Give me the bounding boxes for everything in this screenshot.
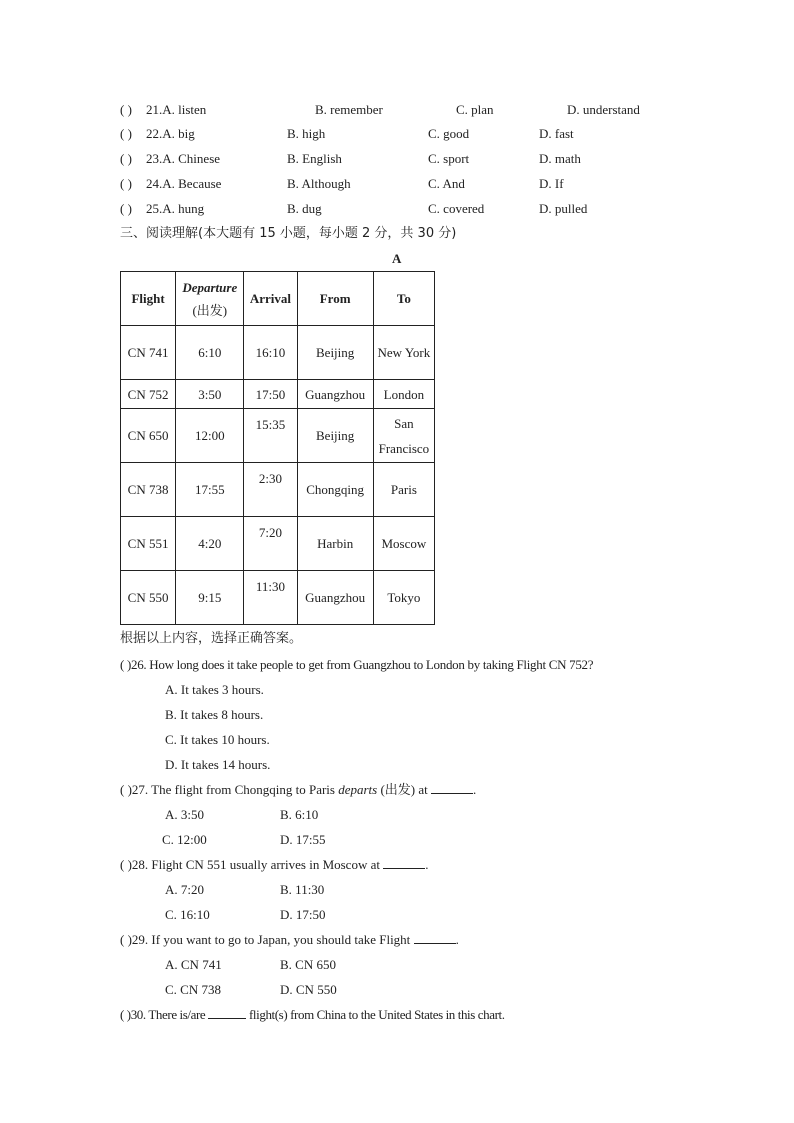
cell-departure: 9:15 xyxy=(176,571,244,625)
cell-flight: CN 551 xyxy=(121,517,176,571)
header-departure-en: Departure xyxy=(182,279,238,295)
question-28-stem: ( )28. Flight CN 551 usually arrives in Moscow at . xyxy=(120,857,429,872)
header-departure xyxy=(176,272,244,326)
cell-to: San Francisco xyxy=(373,409,434,463)
question-27-option-b: B. 6:10 xyxy=(280,807,319,822)
cell-from: Beijing xyxy=(297,409,373,463)
section-title: 三、阅读理解(本大题有 15 小题，每小题 2 分，共 30 分) xyxy=(120,226,457,241)
table-row xyxy=(121,571,435,625)
option-c: C. sport xyxy=(428,151,470,166)
option-b: B. English xyxy=(287,151,342,166)
stem-text: (出发) at xyxy=(377,782,432,797)
header-to: To xyxy=(373,272,434,326)
stem-text: ( )30. There is/are xyxy=(120,1007,209,1022)
cell-departure: 3:50 xyxy=(176,380,244,409)
passage-letter: A xyxy=(392,251,402,266)
question-27-stem: ( )27. The flight from Chongqing to Paris departs (出发) at . xyxy=(120,782,477,797)
question-29-option-d: D. CN 550 xyxy=(280,982,337,997)
option-b: B. dug xyxy=(287,201,322,216)
header-from: From xyxy=(297,272,373,326)
option-b: B. high xyxy=(287,126,326,141)
answer-blank[interactable] xyxy=(414,932,456,944)
cell-arrival: 17:50 xyxy=(244,380,297,409)
option-d: D. math xyxy=(539,151,581,166)
cell-from: Guangzhou xyxy=(297,571,373,625)
option-c: C. covered xyxy=(428,201,485,216)
question-26-option-c: C. It takes 10 hours. xyxy=(165,732,270,747)
answer-blank[interactable] xyxy=(208,1007,246,1019)
stem-italic: departs xyxy=(338,782,378,797)
option-d: D. If xyxy=(539,176,564,191)
option-a: A. hung xyxy=(162,201,205,216)
cell-departure: 12:00 xyxy=(176,409,244,463)
option-c: C. And xyxy=(428,176,465,191)
cell-from: Harbin xyxy=(297,517,373,571)
option-b: B. Although xyxy=(287,176,351,191)
cell-arrival: 15:35 xyxy=(244,409,297,463)
question-27-option-c: C. 12:00 xyxy=(162,832,207,847)
header-departure-cn: (出发) xyxy=(192,302,228,318)
answer-blank[interactable] xyxy=(431,782,473,794)
question-number: 24. xyxy=(146,176,163,191)
question-28-option-a: A. 7:20 xyxy=(165,882,204,897)
cell-departure: 4:20 xyxy=(176,517,244,571)
question-27-option-d: D. 17:55 xyxy=(280,832,326,847)
answer-paren: ( ) xyxy=(120,126,132,141)
option-c: C. plan xyxy=(456,102,494,117)
question-29-option-a: A. CN 741 xyxy=(165,957,222,972)
table-row xyxy=(121,463,435,517)
cell-arrival: 2:30 xyxy=(244,463,297,517)
table-header-row xyxy=(121,272,435,326)
header-flight: Flight xyxy=(121,272,176,326)
answer-paren: ( ) xyxy=(120,201,132,216)
question-number: 23. xyxy=(146,151,163,166)
stem-text: ( )28. Flight CN 551 usually arrives in Moscow at xyxy=(120,857,384,872)
question-number: 22. xyxy=(146,126,163,141)
option-a: A. Because xyxy=(162,176,222,191)
question-28-option-d: D. 17:50 xyxy=(280,907,326,922)
cell-to: New York xyxy=(373,326,434,380)
answer-blank[interactable] xyxy=(383,857,425,869)
cell-from: Beijing xyxy=(297,326,373,380)
header-arrival: Arrival xyxy=(244,272,297,326)
question-29-option-c: C. CN 738 xyxy=(165,982,221,997)
cell-arrival: 16:10 xyxy=(244,326,297,380)
cell-to: Paris xyxy=(373,463,434,517)
question-28-option-c: C. 16:10 xyxy=(165,907,210,922)
option-a: A. Chinese xyxy=(162,151,221,166)
question-28-option-b: B. 11:30 xyxy=(280,882,325,897)
answer-paren: ( ) xyxy=(120,176,132,191)
cell-departure: 6:10 xyxy=(176,326,244,380)
answer-paren: ( ) xyxy=(120,102,132,117)
cell-from: Guangzhou xyxy=(297,380,373,409)
cell-flight: CN 738 xyxy=(121,463,176,517)
cell-departure: 17:55 xyxy=(176,463,244,517)
stem-text: ( )27. The flight from Chongqing to Paris xyxy=(120,782,339,797)
question-26-option-d: D. It takes 14 hours. xyxy=(165,757,271,772)
cell-from: Chongqing xyxy=(297,463,373,517)
question-30-stem xyxy=(120,1007,505,1023)
table-row xyxy=(121,517,435,571)
question-26-stem: ( )26. How long does it take people to get from Guangzhou to London by taking Flight CN 752? xyxy=(120,657,594,672)
cell-arrival: 7:20 xyxy=(244,517,297,571)
question-29-stem: ( )29. If you want to go to Japan, you should take Flight . xyxy=(120,932,459,947)
question-number: 25. xyxy=(146,201,163,216)
option-c: C. good xyxy=(428,126,470,141)
question-26-option-a: A. It takes 3 hours. xyxy=(165,682,264,697)
question-26-option-b: B. It takes 8 hours. xyxy=(165,707,264,722)
cell-to: London xyxy=(373,380,434,409)
option-a: A. listen xyxy=(162,102,207,117)
question-27-option-a: A. 3:50 xyxy=(165,807,204,822)
cell-flight: CN 650 xyxy=(121,409,176,463)
cell-arrival: 11:30 xyxy=(244,571,297,625)
option-d: D. fast xyxy=(539,126,574,141)
cell-flight: CN 550 xyxy=(121,571,176,625)
instruction: 根据以上内容，选择正确答案。 xyxy=(120,631,303,646)
cell-flight: CN 741 xyxy=(121,326,176,380)
question-29-option-b: B. CN 650 xyxy=(280,957,336,972)
option-d: D. understand xyxy=(567,102,640,117)
table-row xyxy=(121,380,435,409)
cell-to: Moscow xyxy=(373,517,434,571)
cell-flight: CN 752 xyxy=(121,380,176,409)
option-b: B. remember xyxy=(315,102,383,117)
table-row xyxy=(121,326,435,380)
cell-to: Tokyo xyxy=(373,571,434,625)
question-number: 21. xyxy=(146,102,163,117)
option-d: D. pulled xyxy=(539,201,588,216)
stem-text: flight(s) from China to the United States in this chart. xyxy=(246,1007,505,1022)
option-a: A. big xyxy=(162,126,195,141)
table-row xyxy=(121,409,435,463)
stem-text: ( )29. If you want to go to Japan, you should take Flight xyxy=(120,932,414,947)
flight-table xyxy=(120,271,435,625)
answer-paren: ( ) xyxy=(120,151,132,166)
